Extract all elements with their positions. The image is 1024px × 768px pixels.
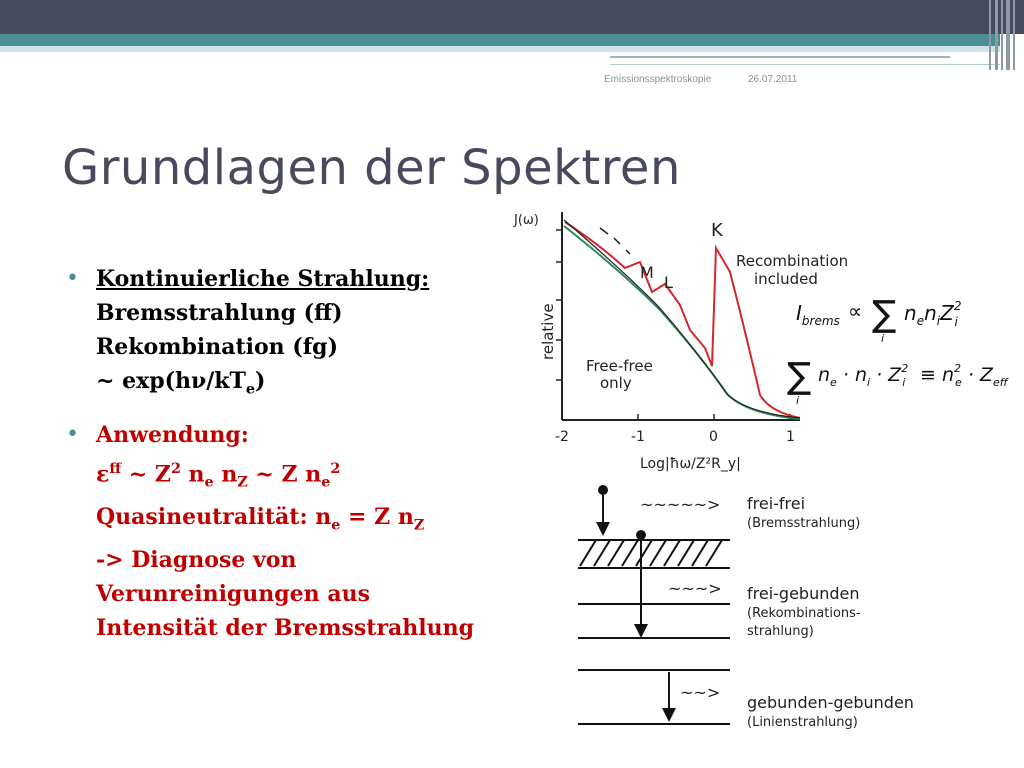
edge-label-k: K <box>711 220 723 241</box>
formula-sum-index: i <box>796 394 800 407</box>
photon-wave-fb: ~~~> <box>668 579 722 598</box>
bullet-line-emissivity: $\varepsilon^{ff}$ ~ $Z^2$ $n_e$ $n_Z$ ~ Z $n_e^2$ <box>96 461 341 492</box>
plot-x-tick-label: -2 <box>555 429 569 445</box>
freefree-label: only <box>600 374 632 392</box>
edge-label-m: M <box>640 263 654 282</box>
bullet-line: Bremsstrahlung (ff) <box>96 300 343 326</box>
plot-x-tick-label: -1 <box>631 429 645 445</box>
continuum-hatch <box>580 540 722 566</box>
transition-title-fb: frei-gebunden <box>747 584 860 603</box>
formula-effective-charge <box>787 356 1009 407</box>
plot-x-tick-label: 0 <box>709 429 718 445</box>
capture-electron-dot <box>636 530 646 540</box>
formula-rhs: $n_en_iZ^2$ i <box>904 299 962 329</box>
formula-sum-index: i <box>881 332 885 345</box>
bullet-line: Rekombination (fg) <box>96 334 338 360</box>
transition-sub-bb: (Linienstrahlung) <box>747 715 858 730</box>
formula-lhs: $n_e \cdot n_i \cdot Z^2$ i <box>818 362 909 389</box>
transition-title-bb: gebunden-gebunden <box>747 693 914 712</box>
recombination-label: Recombination <box>736 252 849 270</box>
footer-date: 26.07.2011 <box>748 74 798 85</box>
bullet-line: Verunreinigungen aus <box>96 580 370 607</box>
arrow-head <box>662 708 676 722</box>
spectrum-plot <box>513 212 848 472</box>
arrow-head <box>596 522 610 536</box>
free-electron-dot <box>598 485 608 495</box>
transition-sub-fb: (Rekombinations- <box>747 606 861 621</box>
bullet-heading: Kontinuierliche Strahlung: <box>96 266 430 292</box>
bullet-line: -> Diagnose von <box>96 546 297 573</box>
plot-x-tick-label: 1 <box>786 429 795 445</box>
bullet-line-exp: ~ $\exp(h\nu/kT_e)$ <box>96 368 266 398</box>
transition-title-ff: frei-frei <box>747 494 806 513</box>
formula-sum-sign: ∑ <box>787 356 812 397</box>
transition-sub-ff: (Bremsstrahlung) <box>747 516 861 531</box>
plot-x-axis-label: Log|ħω/Z²R_y| <box>640 456 741 472</box>
plot-y-axis-label: relative <box>539 303 557 360</box>
photon-wave-ff: ~~~~~> <box>640 495 721 514</box>
slide-title: Grundlagen der Spektren <box>62 140 681 196</box>
footer-topic: Emissionsspektroskopie <box>604 74 712 85</box>
formula-lhs: $I_{brems}$ <box>796 301 840 328</box>
bullet-dot: • <box>66 422 79 448</box>
formula-sum-sign: ∑ <box>872 294 897 335</box>
arrow-head <box>634 624 648 638</box>
recombination-label: included <box>754 270 818 288</box>
bullet-line: Intensität der Bremsstrahlung <box>96 614 475 641</box>
freefree-label: Free-free <box>586 357 653 375</box>
transition-sub-fb: strahlung) <box>747 624 814 639</box>
transition-diagram <box>578 485 914 730</box>
bullet-dot: • <box>66 266 79 291</box>
plot-y-top-label: J(ω) <box>514 213 539 228</box>
formula-brems <box>796 294 961 345</box>
formula-proportional: ∝ <box>848 299 863 323</box>
edge-label-l: L <box>664 273 673 292</box>
photon-wave-bb: ~~> <box>680 683 721 702</box>
formula-rhs: ≡ $n^2$ $e \cdot Z_{eff}$ <box>920 362 1008 389</box>
bullet-heading: Anwendung: <box>96 422 249 449</box>
bullet-line-quasineutrality: Quasineutralität: $n_e = Z$ $n_Z$ <box>96 504 425 534</box>
